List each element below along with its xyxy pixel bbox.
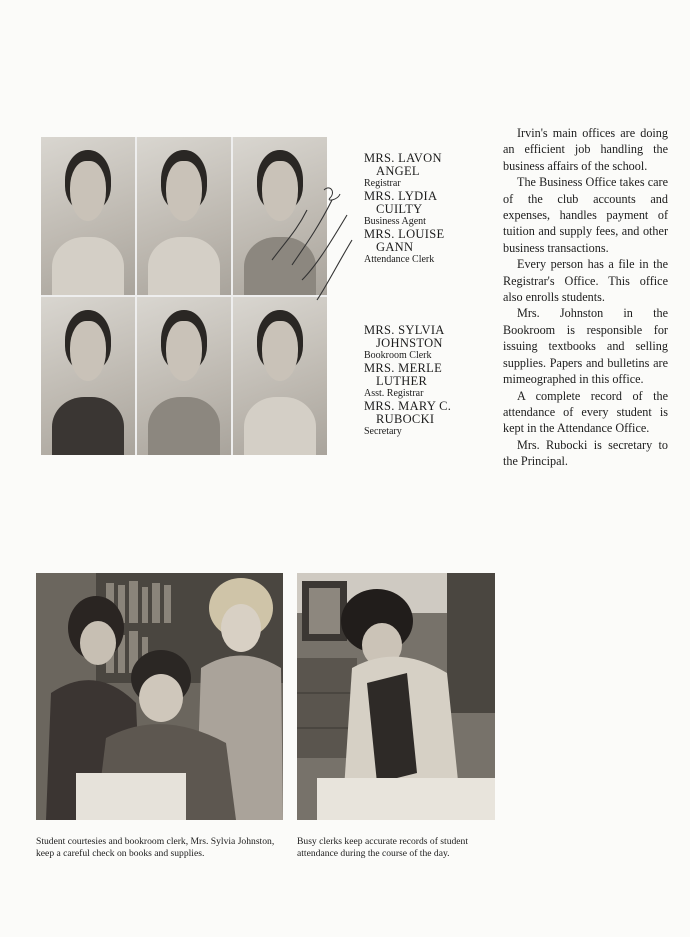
- staff-name-last: ANGEL: [376, 164, 420, 178]
- portrait-face: [262, 321, 298, 381]
- caption-right: Busy clerks keep accurate records of student attendance during the course of the day.: [297, 836, 469, 859]
- body-paragraph: Irvin's main offices are doing an efficient job handling the business affairs of the school.: [503, 126, 668, 173]
- portrait-face: [166, 321, 202, 381]
- staff-name-first: MRS. SYLVIA: [364, 323, 445, 337]
- handwritten-signature: [262, 170, 362, 320]
- staff-title: Registrar: [364, 178, 401, 189]
- body-text-column: [503, 125, 668, 470]
- staff-title: Business Agent: [364, 216, 426, 227]
- photo-attendance-scene: [297, 573, 495, 820]
- body-paragraph: Mrs. Rubocki is secretary to the Principal.: [503, 437, 668, 469]
- staff-name-last: CUILTY: [376, 202, 423, 216]
- portrait-luther: [137, 297, 231, 455]
- staff-name-first: MRS. LAVON: [364, 151, 442, 165]
- portrait-face: [70, 321, 106, 381]
- staff-names-bottom: [364, 324, 451, 438]
- staff-title: Secretary: [364, 426, 402, 437]
- portrait-johnston: [41, 297, 135, 455]
- staff-name-first: MRS. MERLE: [364, 361, 443, 375]
- body-paragraph: Mrs. Johnston in the Bookroom is responsible for issuing textbooks and selling supplies. Papers and bulletins are mimeographed in this office.: [503, 306, 668, 387]
- portrait-rubocki: [233, 297, 327, 455]
- caption-left: Student courtesies and bookroom clerk, Mrs. Sylvia Johnston, keep a careful check on books and supplies.: [36, 836, 275, 859]
- staff-title: Asst. Registrar: [364, 388, 424, 399]
- portrait-face: [166, 161, 202, 221]
- portrait-body: [52, 397, 123, 455]
- staff-name-last: RUBOCKI: [376, 412, 435, 426]
- staff-name-last: LUTHER: [376, 374, 428, 388]
- portrait-cuilty: [137, 137, 231, 295]
- body-paragraph: The Business Office takes care of the club accounts and expenses, handles payment of tuition and supply fees, and other business transactions.: [503, 175, 668, 255]
- staff-name-first: MRS. LYDIA: [364, 189, 438, 203]
- portrait-face: [70, 161, 106, 221]
- portrait-body: [52, 237, 123, 295]
- staff-name-last: GANN: [376, 240, 414, 254]
- photo-bookroom: [36, 573, 283, 820]
- body-paragraph: A complete record of the attendance of every student is kept in the Attendance Office.: [503, 388, 668, 436]
- portrait-angel: [41, 137, 135, 295]
- photo-bookroom-scene: [36, 573, 283, 820]
- portrait-body: [148, 237, 219, 295]
- body-paragraph: Every person has a file in the Registrar's Office. This office also enrolls students.: [503, 257, 668, 305]
- staff-name-first: MRS. LOUISE: [364, 227, 445, 241]
- portrait-body: [244, 397, 315, 455]
- staff-title: Attendance Clerk: [364, 254, 435, 265]
- staff-name-last: JOHNSTON: [376, 336, 443, 350]
- portrait-body: [148, 397, 219, 455]
- photo-attendance-office: [297, 573, 495, 820]
- staff-name-first: MRS. MARY C.: [364, 399, 452, 413]
- staff-title: Bookroom Clerk: [364, 350, 432, 361]
- staff-names-top: [364, 152, 444, 266]
